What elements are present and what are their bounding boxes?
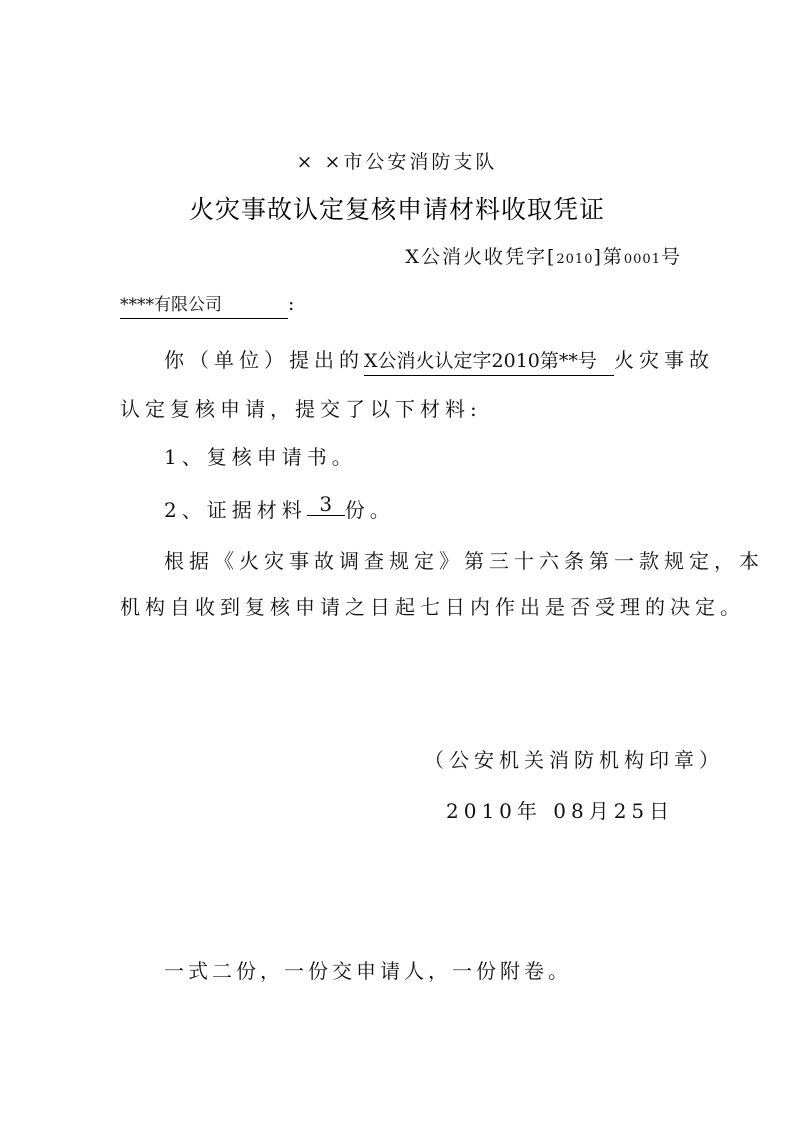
paragraph2-line2: 机构自收到复核申请之日起七日内作出是否受理的决定。 (120, 595, 745, 619)
issue-date: 2010年 08月25日 (446, 799, 675, 823)
document-number (405, 242, 682, 269)
docnum-mid: ]第 (593, 246, 624, 268)
copies-note: 一式二份，一份交申请人，一份附卷。 (164, 959, 572, 983)
docnum-prefix: X公消火收凭字[ (405, 246, 557, 268)
item-1: 1、复核申请书。 (164, 445, 357, 469)
paragraph1-line2: 认定复核申请，提交了以下材料: (120, 397, 482, 421)
addressee-name: ****有限公司 (120, 292, 288, 319)
item2-tail: 份。 (344, 498, 395, 522)
docnum-year: 2010 (556, 252, 594, 267)
docnum-serial: 0001 (623, 252, 661, 267)
item-2 (164, 494, 395, 523)
paragraph1-tail: 火灾事故 (614, 348, 714, 372)
reference-number: X公消火认定字2010第**号 (364, 347, 614, 376)
evidence-count: 3 (307, 493, 345, 516)
issuing-unit: × ×市公安消防支队 (296, 151, 498, 173)
docnum-suffix: 号 (660, 246, 682, 268)
addressee-colon: : (288, 293, 295, 315)
paragraph1-lead: 你（单位）提出的 (164, 348, 364, 372)
seal-note: （公安机关消防机构印章） (424, 748, 724, 772)
paragraph1-line1 (164, 344, 714, 376)
paragraph2-line1: 根据《火灾事故调查规定》第三十六条第一款规定，本 (164, 549, 764, 573)
addressee (120, 292, 294, 319)
document-title: 火灾事故认定复核申请材料收取凭证 (188, 195, 605, 224)
item2-lead: 2、证据材料 (164, 498, 307, 522)
